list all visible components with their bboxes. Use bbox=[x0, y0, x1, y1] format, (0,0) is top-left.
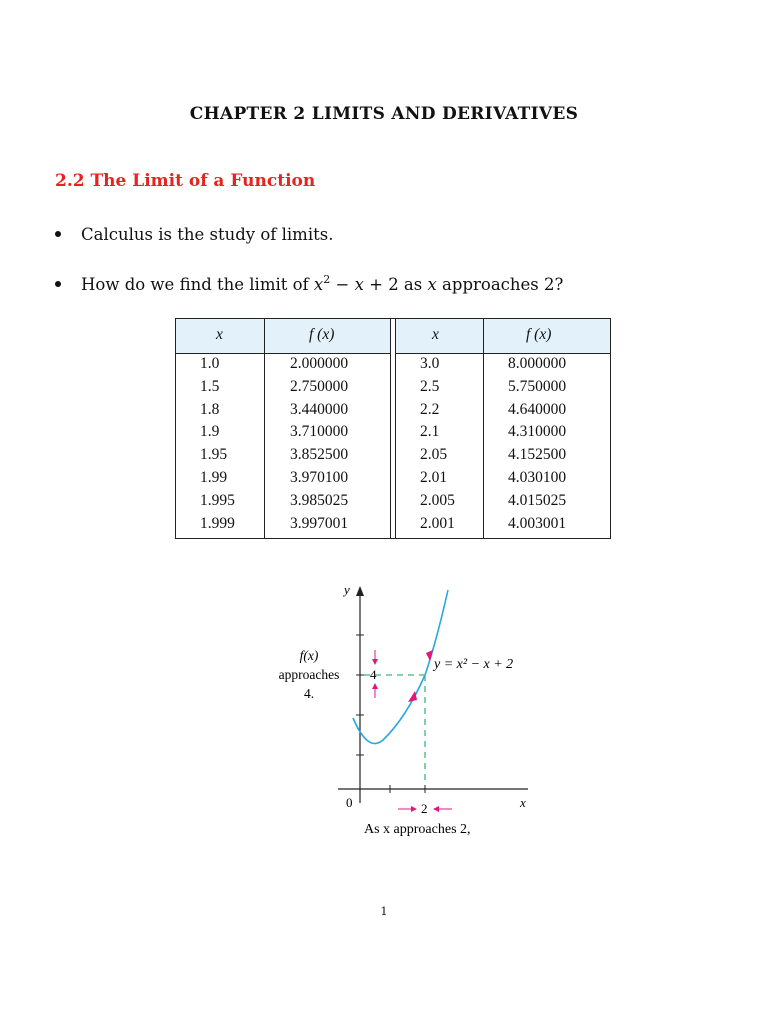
cell-fx: 8.000000 bbox=[508, 355, 567, 372]
values-table bbox=[175, 318, 611, 539]
y-axis-label: y bbox=[344, 582, 350, 597]
arrow-left-icon bbox=[433, 806, 439, 812]
approaches-value-label: 4. bbox=[303, 686, 315, 701]
cell-x: 2.005 bbox=[420, 491, 455, 509]
cell-fx: 4.015025 bbox=[508, 491, 567, 509]
table-left-half bbox=[176, 319, 390, 538]
cell-x: 1.995 bbox=[200, 491, 235, 509]
table-header bbox=[396, 319, 610, 354]
cell-x: 1.95 bbox=[200, 446, 228, 464]
cell-fx: 5.750000 bbox=[508, 377, 567, 395]
table-row bbox=[176, 378, 390, 401]
cell-x: 2.05 bbox=[420, 446, 448, 464]
cell-x: 1.5 bbox=[200, 377, 220, 395]
cell-x: 2.2 bbox=[420, 400, 440, 418]
math-minus: − bbox=[330, 275, 355, 294]
cell-x: 1.8 bbox=[200, 400, 220, 418]
table-row bbox=[396, 423, 610, 446]
table-row bbox=[176, 423, 390, 446]
x-axis-label: x bbox=[520, 795, 526, 810]
origin-label: 0 bbox=[346, 795, 353, 810]
bullet-text-2-pre: How do we find the limit of bbox=[81, 275, 314, 294]
table-rows-left bbox=[176, 355, 390, 537]
tick-label-2: 2 bbox=[421, 801, 428, 816]
cell-x: 1.0 bbox=[200, 355, 220, 372]
header-fx: f (x) bbox=[309, 326, 335, 343]
bullet-text-2-end: approaches 2? bbox=[436, 275, 564, 294]
table-row bbox=[396, 401, 610, 424]
equation-label: y = x² − x + 2 bbox=[434, 657, 514, 672]
bullet-item-2 bbox=[55, 272, 564, 294]
math-x: x bbox=[427, 275, 437, 294]
header-fx: f (x) bbox=[526, 326, 552, 343]
cell-x: 3.0 bbox=[420, 355, 440, 372]
bullet-dot-icon bbox=[55, 231, 61, 237]
arrow-right-icon bbox=[411, 806, 417, 812]
cell-fx: 4.152500 bbox=[508, 446, 567, 464]
cell-x: 2.001 bbox=[420, 514, 455, 532]
table-row bbox=[176, 355, 390, 378]
table-row bbox=[176, 446, 390, 469]
cell-fx: 4.640000 bbox=[508, 400, 567, 418]
cell-x: 2.1 bbox=[420, 423, 440, 441]
table-row bbox=[176, 515, 390, 538]
table-row bbox=[396, 355, 610, 378]
cell-x: 1.9 bbox=[200, 423, 220, 441]
cell-fx: 2.750000 bbox=[290, 377, 349, 395]
cell-fx: 3.440000 bbox=[290, 400, 349, 418]
cell-fx: 4.030100 bbox=[508, 468, 567, 486]
table-row bbox=[396, 469, 610, 492]
bullet-text-2 bbox=[81, 272, 564, 294]
y-axis-arrow-icon bbox=[356, 586, 364, 596]
chapter-title: CHAPTER 2 LIMITS AND DERIVATIVES bbox=[189, 104, 579, 124]
table-right-half bbox=[396, 319, 610, 538]
curve-arrow-up-icon bbox=[408, 691, 417, 702]
table-row bbox=[396, 515, 610, 538]
header-x: x bbox=[432, 326, 439, 343]
fx-label: f(x) bbox=[299, 648, 319, 663]
cell-fx: 2.000000 bbox=[290, 355, 349, 372]
table-rows-right bbox=[396, 355, 610, 537]
cell-fx: 3.710000 bbox=[290, 423, 349, 441]
bullet-text-2-tail: + 2 as bbox=[363, 275, 428, 294]
cell-fx: 3.970100 bbox=[290, 468, 349, 486]
limit-figure bbox=[258, 578, 548, 848]
table-header bbox=[176, 319, 390, 354]
table-row bbox=[176, 401, 390, 424]
tick-label-4: 4 bbox=[370, 667, 377, 682]
figure-caption: As x approaches 2, bbox=[364, 822, 471, 837]
bullet-text-1: Calculus is the study of limits. bbox=[81, 225, 334, 244]
cell-fx: 4.310000 bbox=[508, 423, 567, 441]
table-row bbox=[176, 469, 390, 492]
cell-fx: 3.852500 bbox=[290, 446, 349, 464]
table-row bbox=[176, 492, 390, 515]
header-x: x bbox=[216, 326, 223, 343]
cell-x: 2.01 bbox=[420, 468, 448, 486]
arrow-up-icon bbox=[372, 683, 378, 689]
cell-fx: 3.997001 bbox=[290, 514, 349, 532]
section-title: 2.2 The Limit of a Function bbox=[55, 171, 316, 191]
cell-x: 1.99 bbox=[200, 468, 228, 486]
limit-graph bbox=[258, 578, 548, 848]
math-x: x bbox=[313, 275, 324, 294]
cell-fx: 4.003001 bbox=[508, 514, 567, 532]
arrow-down-icon bbox=[372, 659, 378, 665]
table-row bbox=[396, 492, 610, 515]
page-number: 1 bbox=[380, 905, 388, 918]
math-x: x bbox=[354, 275, 364, 294]
table-row bbox=[396, 446, 610, 469]
approaches-label: approaches bbox=[278, 667, 340, 682]
cell-x: 2.5 bbox=[420, 377, 440, 395]
bullet-item-1 bbox=[55, 225, 333, 244]
math-exponent: 2 bbox=[323, 272, 331, 286]
cell-x: 1.999 bbox=[200, 514, 235, 532]
bullet-dot-icon bbox=[55, 281, 61, 287]
cell-fx: 3.985025 bbox=[290, 491, 349, 509]
table-row bbox=[396, 378, 610, 401]
